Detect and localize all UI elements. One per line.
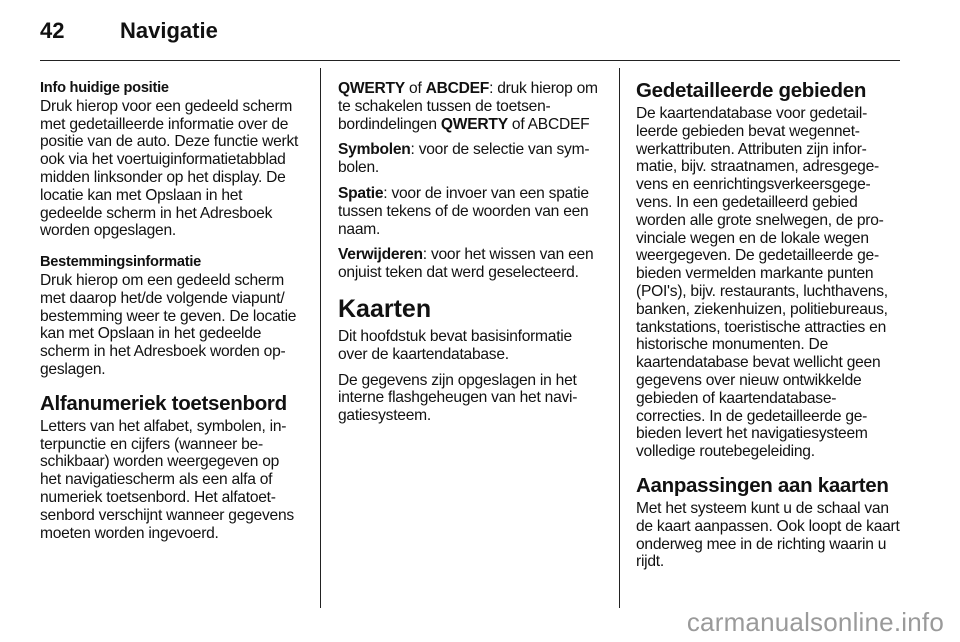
term-symbols: Symbolen bbox=[338, 141, 411, 159]
text-of: of bbox=[404, 80, 426, 97]
text-info-current-position: Druk hierop voor een gedeeld scherm met gedetailleerde informatie over de positie van de auto. Deze functie werkt ook via het voertuiginformatietabblad midden linksonder op het display. De locatie kan met Opslaan in het gedeelde scherm in het Adresboek worden opgeslagen. bbox=[40, 97, 299, 240]
subheading-destination-info: Bestemmingsinformatie bbox=[40, 254, 201, 271]
watermark: carmanualsonline.info bbox=[686, 607, 944, 637]
header-rule bbox=[40, 60, 900, 61]
text-map-adjustments: Met het systeem kunt u de schaal van de kaart aanpassen. Ook loopt de kaart onderweg mee in de richting waarin u rijdt. bbox=[636, 499, 900, 571]
heading-detailed-areas: Gedetailleerde gebieden bbox=[636, 79, 867, 102]
term-qwerty-2: QWERTY bbox=[440, 115, 508, 133]
text-space: : voor de invoer van een spatie tussen tekens of de woorden van een naam. bbox=[338, 184, 589, 238]
text-maps-2: De gegevens zijn opgeslagen in het interne flashgeheugen van het navigatiesysteem. bbox=[338, 371, 578, 425]
term-qwerty: QWERTY bbox=[338, 80, 405, 97]
text-maps-1: Dit hoofdstuk bevat basisinformatie over de kaartendatabase. bbox=[338, 327, 572, 363]
paragraph-qwerty bbox=[338, 80, 604, 133]
column-3 bbox=[636, 80, 900, 585]
text-alphanumeric-keyboard: Letters van het alfabet, symbolen, interpunctie en cijfers (wanneer beschikbaar) worden weergegeven op het navigatiescherm als een alfa of numeriek toetsenbord. Het alfatoetsenbord verschijnt wanneer gegevens moeten worden ingevoerd. bbox=[40, 417, 294, 542]
text-detailed-areas: De kaartendatabase voor gedetailleerde gebieden bevat wegennetwerkattributen. Attributen zijn informatie, bijv. straatnamen, adresgegevens en eenrichtingsverkeersgegevens. In een gedetailleerd gebied worden alle grote snelwegen, de provinciale wegen en de lokale wegen weergegeven. De gedetailleerde gebieden vermelden markante punten (POI's), bijv. restaurants, luchthavens, banken, ziekenhuizen, politiebureaus, tankstations, toeristische attracties en historische monumenten. De kaartendatabase bevat wellicht geen gegevens over nieuw ontwikkelde gebieden of kaartendatabasecorrecties. In de gedetailleerde gebieden levert het navigatiesysteem volledige routebegeleiding. bbox=[636, 105, 888, 461]
text-qwerty-1: : druk hierop om te schakelen tussen de toetsenbordindelingen bbox=[338, 80, 598, 133]
page-section-title: Navigatie bbox=[120, 18, 218, 43]
text-delete: : voor het wissen van een onjuist teken dat werd geselecteerd. bbox=[338, 246, 594, 282]
paragraph-destination-info bbox=[40, 254, 302, 379]
paragraph-space bbox=[338, 185, 604, 238]
term-delete: Verwijderen bbox=[338, 246, 423, 264]
column-divider-1 bbox=[320, 68, 321, 608]
text-qwerty-2: of ABCDEF bbox=[507, 115, 590, 133]
paragraph-symbols bbox=[338, 141, 604, 177]
term-abcdef: ABCDEF bbox=[425, 80, 490, 97]
heading-alphanumeric-keyboard: Alfanumeriek toetsenbord bbox=[40, 391, 287, 415]
column-1 bbox=[40, 80, 302, 556]
paragraph-delete bbox=[338, 246, 604, 282]
column-divider-2 bbox=[619, 68, 620, 608]
column-2 bbox=[338, 80, 604, 439]
text-destination-info: Druk hierop om een gedeeld scherm met daarop het/de volgende viapunt/ bestemming weer te geven. De locatie kan met Opslaan in het gedeelde scherm in het Adresboek worden opgeslagen. bbox=[40, 271, 297, 378]
heading-map-adjustments: Aanpassingen aan kaarten bbox=[636, 473, 889, 497]
term-space: Spatie bbox=[338, 184, 384, 202]
text-symbols: : voor de selectie van symbolen. bbox=[338, 141, 590, 177]
paragraph-info-current-position bbox=[40, 80, 302, 240]
page-number: 42 bbox=[40, 18, 65, 43]
heading-maps: Kaarten bbox=[338, 294, 432, 323]
subheading-info-current-position: Info huidige positie bbox=[40, 80, 169, 96]
page-header bbox=[40, 18, 218, 50]
